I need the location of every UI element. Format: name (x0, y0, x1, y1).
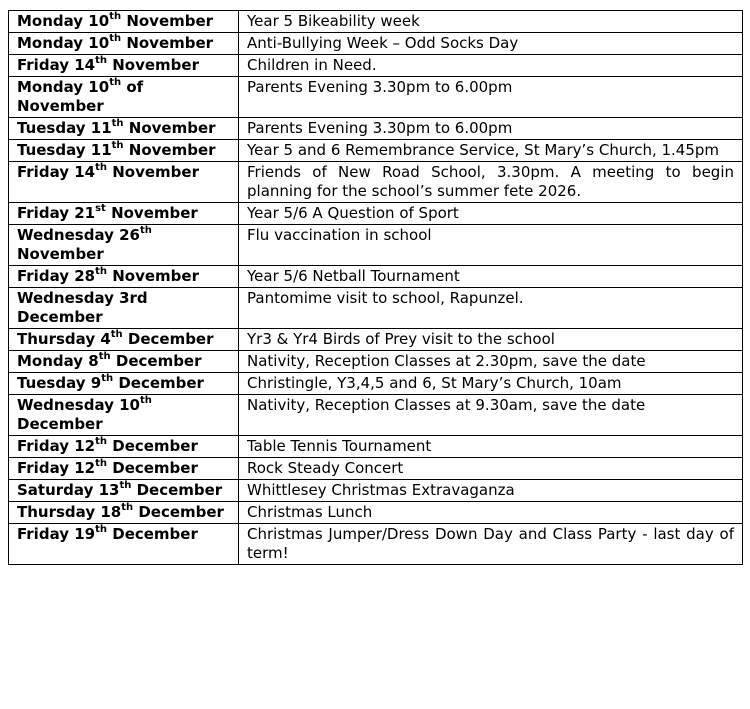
event-date (9, 55, 239, 77)
event-date (9, 395, 239, 436)
event-date-text: Monday 10 (17, 78, 110, 96)
event-description: Yr3 & Yr4 Birds of Prey visit to the school (239, 329, 743, 351)
event-date-text: Thursday 4 (17, 330, 111, 348)
event-date-ordinal: th (95, 266, 108, 277)
event-date-ordinal: th (110, 329, 123, 340)
event-date (9, 11, 239, 33)
event-date-ordinal: th (121, 502, 134, 513)
table-row (9, 329, 743, 351)
event-date-text: Friday 14 (17, 163, 96, 181)
event-date-text: Tuesday 11 (17, 119, 112, 137)
table-row (9, 458, 743, 480)
table-row (9, 288, 743, 329)
event-date-text: Friday 14 (17, 56, 96, 74)
event-date-text: Friday 21 (17, 204, 96, 222)
event-description: Whittlesey Christmas Extravaganza (239, 480, 743, 502)
table-row (9, 33, 743, 55)
event-date-text: Monday 10 (17, 12, 110, 30)
event-date-month: December (133, 503, 224, 521)
event-date-ordinal: th (98, 351, 111, 362)
table-row (9, 373, 743, 395)
event-date (9, 162, 239, 203)
event-date (9, 33, 239, 55)
event-date-month: November (107, 267, 199, 285)
event-date-text: Wednesday 10 (17, 396, 140, 414)
events-calendar-table (8, 10, 743, 565)
event-date-month: November (105, 204, 198, 222)
table-row (9, 225, 743, 266)
event-date-text: Monday 10 (17, 34, 110, 52)
event-description: Christingle, Y3,4,5 and 6, St Mary’s Church, 10am (239, 373, 743, 395)
event-date (9, 351, 239, 373)
table-row (9, 480, 743, 502)
table-row (9, 524, 743, 565)
event-date (9, 373, 239, 395)
event-date (9, 458, 239, 480)
event-date-ordinal: th (101, 373, 114, 384)
event-description: Flu vaccination in school (239, 225, 743, 266)
event-date-ordinal: th (139, 225, 152, 236)
event-description: Year 5 and 6 Remembrance Service, St Mary’s Church, 1.45pm (239, 140, 743, 162)
event-date-text: Friday 12 (17, 437, 96, 455)
event-date-month: November (121, 34, 214, 52)
event-description: Year 5 Bikeability week (239, 11, 743, 33)
table-row (9, 118, 743, 140)
events-table-body (9, 11, 743, 565)
event-description: Pantomime visit to school, Rapunzel. (239, 288, 743, 329)
table-row (9, 55, 743, 77)
event-date (9, 140, 239, 162)
event-date-ordinal: th (109, 33, 122, 44)
event-date-text: Friday 12 (17, 459, 96, 477)
event-date-text: Tuesday 11 (17, 141, 112, 159)
event-date-ordinal: th (111, 118, 124, 129)
event-date-month: November (123, 119, 216, 137)
event-description: Christmas Jumper/Dress Down Day and Class Party - last day of term! (239, 524, 743, 565)
event-date (9, 524, 239, 565)
event-date-ordinal: th (109, 77, 122, 88)
event-date-month: December (131, 481, 223, 499)
event-date (9, 118, 239, 140)
event-date-month: November (121, 12, 214, 30)
table-row (9, 140, 743, 162)
event-date (9, 203, 239, 225)
event-date-ordinal: th (119, 480, 132, 491)
event-date-month: December (107, 525, 198, 543)
event-date (9, 266, 239, 288)
event-date (9, 77, 239, 118)
event-description: Anti-Bullying Week – Odd Socks Day (239, 33, 743, 55)
table-row (9, 395, 743, 436)
event-date-text: Wednesday 26 (17, 226, 140, 244)
event-description: Christmas Lunch (239, 502, 743, 524)
event-date-ordinal: th (95, 524, 108, 535)
event-date-text: Monday 8 (17, 352, 99, 370)
event-date-text: Wednesday 3rd December (17, 289, 148, 326)
event-description: Nativity, Reception Classes at 2.30pm, save the date (239, 351, 743, 373)
table-row (9, 502, 743, 524)
event-date-ordinal: th (111, 140, 124, 151)
event-date (9, 329, 239, 351)
table-row (9, 11, 743, 33)
event-description: Parents Evening 3.30pm to 6.00pm (239, 118, 743, 140)
table-row (9, 77, 743, 118)
event-date-ordinal: th (109, 11, 122, 22)
event-date (9, 480, 239, 502)
event-description: Rock Steady Concert (239, 458, 743, 480)
event-description: Parents Evening 3.30pm to 6.00pm (239, 77, 743, 118)
event-date-text: Saturday 13 (17, 481, 120, 499)
event-date-text: Tuesday 9 (17, 374, 102, 392)
event-description: Table Tennis Tournament (239, 436, 743, 458)
event-date (9, 502, 239, 524)
table-row (9, 162, 743, 203)
event-date-month: December (113, 374, 204, 392)
event-description: Friends of New Road School, 3.30pm. A meeting to begin planning for the school’s summer fete 2026. (239, 162, 743, 203)
event-date-month: December (107, 459, 198, 477)
event-date-month: November (107, 56, 199, 74)
event-date-text: Thursday 18 (17, 503, 122, 521)
event-date-month: December (107, 437, 198, 455)
event-date-text: Friday 19 (17, 525, 96, 543)
event-date-ordinal: th (139, 395, 152, 406)
event-date-ordinal: st (95, 203, 106, 214)
event-date-ordinal: th (95, 55, 108, 66)
table-row (9, 351, 743, 373)
table-row (9, 203, 743, 225)
event-date-month: of November (17, 78, 144, 115)
event-description: Year 5/6 Netball Tournament (239, 266, 743, 288)
event-description: Children in Need. (239, 55, 743, 77)
table-row (9, 266, 743, 288)
event-description: Year 5/6 A Question of Sport (239, 203, 743, 225)
event-description: Nativity, Reception Classes at 9.30am, save the date (239, 395, 743, 436)
event-date-month: December (122, 330, 214, 348)
event-date-month: December (110, 352, 202, 370)
event-date-month: November (123, 141, 216, 159)
event-date-month: November (107, 163, 199, 181)
event-date (9, 225, 239, 266)
table-row (9, 436, 743, 458)
event-date-month: December (17, 415, 103, 433)
event-date-month: November (17, 245, 104, 263)
event-date-text: Friday 28 (17, 267, 96, 285)
event-date (9, 288, 239, 329)
event-date-ordinal: th (95, 458, 108, 469)
event-date-ordinal: th (95, 162, 108, 173)
event-date-ordinal: th (95, 436, 108, 447)
event-date (9, 436, 239, 458)
